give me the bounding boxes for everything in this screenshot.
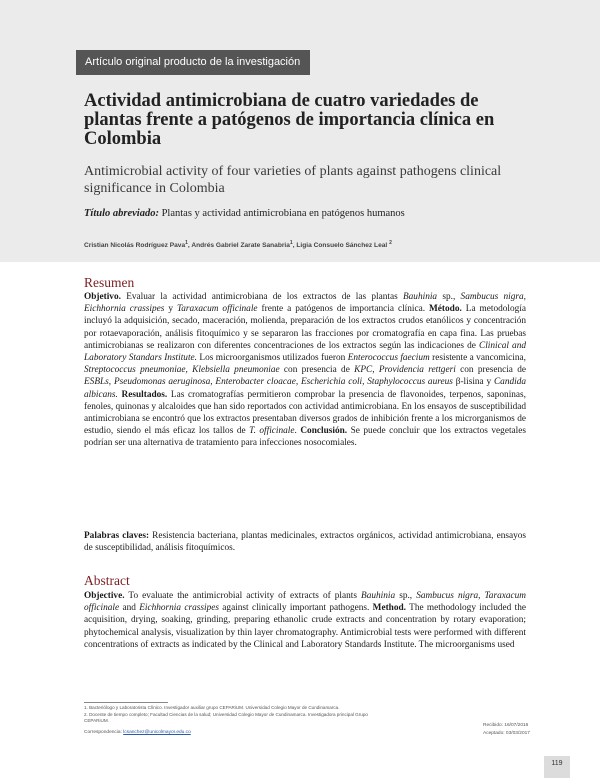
footnote-2-cont: CEPARiUM. — [84, 718, 109, 723]
abstract-heading: Abstract — [84, 573, 130, 588]
author-name: Andrés Gabriel Zarate Sanabria — [191, 242, 290, 250]
author-affiliation: 2 — [389, 240, 392, 246]
abstract-paragraph: Objective. To evaluate the antimicrobial activity of extracts of plants Bauhinia sp., Sambucus nigra, Taraxacum officinale and Eichhornia crassipes against clinically important pathogens. Method. The methodology included the acquisition, drying, soaking, grinding, preparing ethanolic crude extracts and concentration by rotary evaporation; phytochemical analysis, visualization by thin layer chromatography. Antimicrobial tests were performed with different concentrations of extracts as indicated by the Clinical and Laboratory Standards Institute. The microorganisms used — [84, 591, 526, 650]
accepted-date: Aceptado: 03/03/2017 — [483, 731, 530, 736]
short-title-label: Título abreviado: — [84, 208, 159, 219]
keywords-paragraph: Palabras claves: Resistencia bacteriana, plantas medicinales, extractos orgánicos, actividad antimicrobiana, ensayos de susceptibilidad, análisis fitoquímicos. — [84, 531, 527, 554]
short-title-text: Plantas y actividad antimicrobiana en patógenos humanos — [158, 208, 405, 219]
correspondence: Correspondencia: lcsanchez@unicolmayor.edu.co — [84, 730, 191, 735]
footnote-1: 1. Bacteriólogo y Laboratorista Clínico. Investigador auxiliar grupo CEPARiUM. Universidad Colegio Mayor de Cundinamarca. — [84, 705, 340, 710]
author-list: Cristian Nicolás Rodríguez Pava$^1$, Andrés Gabriel Zarate Sanabria$^1$, Ligia Consuelo Sánchez Leal $^2$ — [84, 240, 392, 250]
author-affiliation: 1 — [289, 240, 293, 246]
footnote-2: 2. Docente de tiempo completo; Facultad Ciencias de la salud; Universidad Colegio Mayor de Cundinamarca. Investigadora principal Grupo — [84, 712, 368, 717]
author-affiliation: 1 — [185, 240, 188, 246]
author-name: Ligia Consuelo Sánchez Leal — [296, 242, 388, 250]
correspondence-email[interactable]: lcsanchez@unicolmayor.edu.co — [123, 730, 191, 735]
resumen-paragraph: Objetivo. Evaluar la actividad antimicrobiana de los extractos de las plantas Bauhinia sp., Sambucus nigra, Eichhornia crassipes y Taraxacum officinale frente a patógenos de importancia clínica. Método. La metodología incluyó la adquisición, secado, maceración, molienda, preparación de los extractos crudos etanólicos y concentración por rotaevaporación, análisis fitoquímico y se separaron las fracciones por cromatografía en capa fina. Las pruebas antimicrobianas se realizaron con diferentes concentraciones de los extractos según las indicaciones de Clinical and Laboratory Standars Institute. Los microorganismos utilizados fueron Enterococcus faecium resistente a vancomicina, Streptococcus pneumoniae, Klebsiella pneumoniae con presencia de KPC, Providencia rettgeri con presencia de ESBLs, Pseudomonas aeruginosa, Enterobacter cloacae, Escherichia coli, Staphylococcus aureus β-lisina y Candida albicans. Resultados. Las cromatografías permitieron comprobar la presencia de flavonoides, terpenos, saponinas, fenoles, quinonas y alcaloides que han sido reportados con actividad antimicrobiana. En los ensayos de susceptibilidad antimicrobiana se encontró que los extractos presentaban diversos grados de inhibición frente a los microrganismos de estudio, siendo el más eficaz los tallos de T. officinale. Conclusión. Se puede concluir que los extractos vegetales podrían ser una alternativa de tratamiento para infecciones nosocomiales. — [84, 292, 527, 449]
section-tag: Artículo original producto de la investigación — [76, 50, 310, 75]
short-title — [84, 208, 405, 219]
footnote-divider — [84, 702, 168, 703]
title-spanish: Actividad antimicrobiana de cuatro variedades de plantas frente a patógenos de importancia clínica en Colombia — [84, 91, 495, 149]
resumen-heading: Resumen — [84, 275, 135, 290]
author-name: Cristian Nicolás Rodríguez Pava — [84, 242, 186, 250]
page-number: 119 — [551, 760, 563, 767]
title-english: Antimicrobial activity of four varieties of plants against pathogens clinical significance in Colombia — [84, 164, 502, 196]
received-date: Recibido: 16/07/2016 — [483, 723, 529, 728]
